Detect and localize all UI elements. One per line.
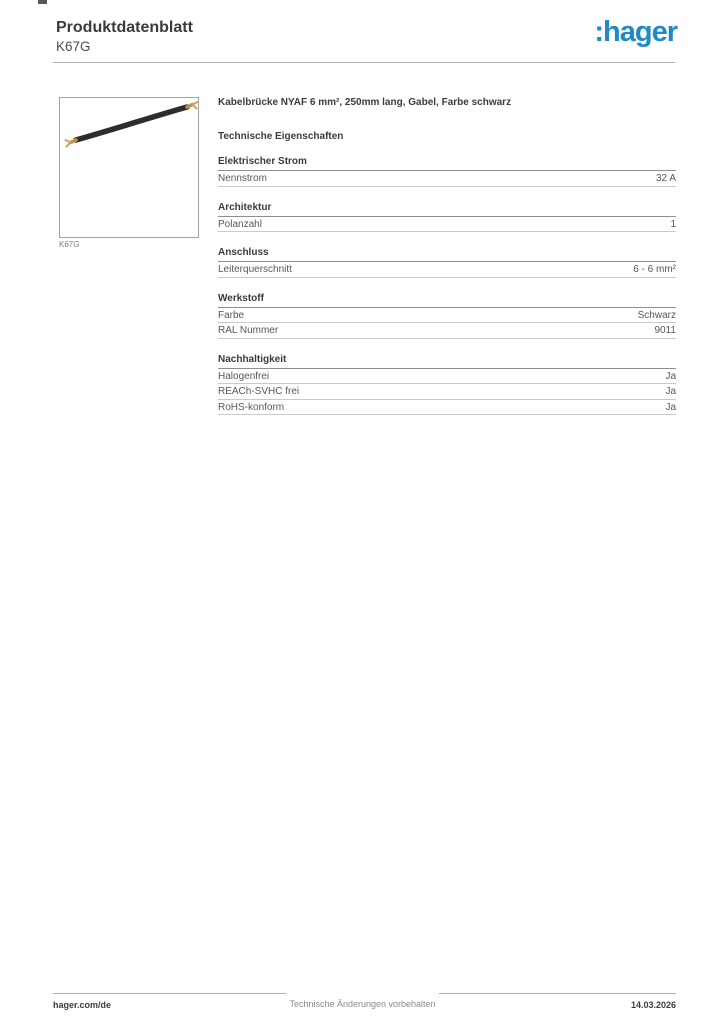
spec-value: 9011 xyxy=(654,325,676,336)
print-mark xyxy=(38,0,47,4)
spec-row xyxy=(218,262,676,278)
spec-row xyxy=(218,384,676,400)
spec-value: 32 A xyxy=(655,173,676,184)
spec-row xyxy=(218,323,676,339)
spec-value: 6 - 6 mm² xyxy=(633,264,676,275)
footer-date: 14.03.2026 xyxy=(439,993,676,1010)
spec-section xyxy=(218,247,676,278)
spec-label: Farbe xyxy=(218,309,245,321)
spec-label: Leiterquerschnitt xyxy=(218,264,292,275)
product-image-box xyxy=(59,97,199,238)
header-divider xyxy=(53,62,675,63)
cable-bridge-photo xyxy=(60,98,198,237)
spec-section xyxy=(218,156,676,187)
spec-row xyxy=(218,171,676,187)
section-title: Nachhaltigkeit xyxy=(218,354,676,369)
spec-content xyxy=(218,91,676,415)
section-title: Elektrischer Strom xyxy=(218,156,676,171)
spec-row xyxy=(218,400,676,416)
section-title: Anschluss xyxy=(218,247,676,262)
spec-value: Ja xyxy=(665,401,676,413)
hager-logo: :hager xyxy=(594,16,677,48)
spec-value: 1 xyxy=(670,218,676,230)
section-title: Werkstoff xyxy=(218,293,676,308)
section-title: Architektur xyxy=(218,202,676,217)
spec-row xyxy=(218,308,676,324)
spec-row xyxy=(218,217,676,233)
cable-body xyxy=(76,107,187,140)
spec-label: Nennstrom xyxy=(218,173,267,184)
spec-label: RoHS-konform xyxy=(218,401,285,413)
spec-label: Polanzahl xyxy=(218,218,262,230)
page-title: Produktdatenblatt xyxy=(56,19,193,36)
spec-label: RAL Nummer xyxy=(218,325,279,336)
specs-heading: Technische Eigenschaften xyxy=(218,131,344,142)
spec-row xyxy=(218,369,676,385)
spec-value: Schwarz xyxy=(637,309,676,321)
spec-section xyxy=(218,293,676,339)
spec-section xyxy=(218,354,676,416)
product-code: K67G xyxy=(56,39,91,54)
image-caption: K67G xyxy=(59,240,80,249)
page-footer xyxy=(53,993,676,1010)
footer-notice: Technische Änderungen vorbehalten xyxy=(289,999,436,1009)
spec-label: Halogenfrei xyxy=(218,370,270,382)
footer-website-link[interactable]: hager.com/de xyxy=(53,993,286,1010)
spec-value: Ja xyxy=(665,386,676,397)
spec-section xyxy=(218,202,676,233)
spec-label: REACh-SVHC frei xyxy=(218,386,300,397)
spec-value: Ja xyxy=(665,370,676,382)
product-description: Kabelbrücke NYAF 6 mm², 250mm lang, Gabel, Farbe schwarz xyxy=(218,97,512,108)
